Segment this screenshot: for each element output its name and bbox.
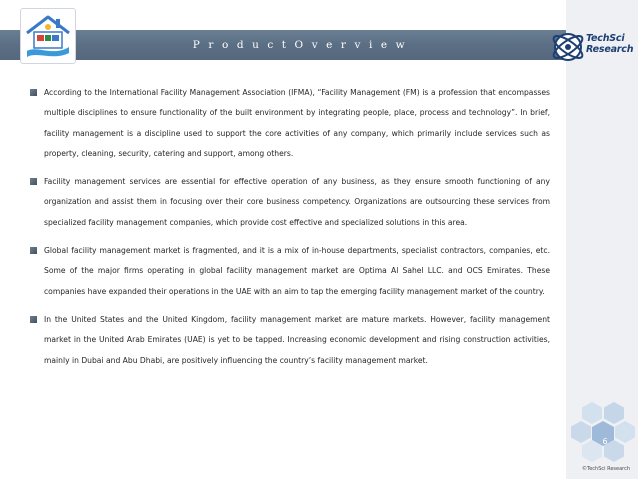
square-bullet-icon — [30, 89, 37, 96]
square-bullet-icon — [30, 178, 37, 185]
copyright-text: ©TechSci Research — [582, 466, 631, 472]
paragraph-us-uk-uae — [30, 310, 550, 371]
facility-house-logo-icon — [20, 8, 76, 64]
page-number: 6 — [602, 437, 608, 446]
paragraph-services — [30, 172, 550, 233]
paragraph-text: According to the International Facility Management Association (IFMA), “Facility Management (FM) is a profession that encompasses multiple disciplines to ensure functionality of the built environment by integrating people, place, process and technology”. In brief, facility management is a discipline used to support the core activities of any company, which primarily include services such as property, cleaning, security, catering and support, among others. — [44, 88, 550, 158]
paragraph-text: In the United States and the United Kingdom, facility management market are mature markets. However, facility management market in the United Arab Emirates (UAE) is yet to be tapped. Increasing economic development and rising construction activities, mainly in Dubai and Abu Dhabi, are positively influencing the country’s facility management market. — [44, 314, 550, 365]
square-bullet-icon — [30, 316, 37, 323]
brand-name-line2: Research — [586, 44, 634, 55]
brand-name-line1: TechSci — [586, 33, 625, 44]
top-line — [0, 0, 566, 6]
paragraph-text: Global facility management market is fragmented, and it is a mix of in-house departments, specialist contractors, companies, etc. Some of the major firms operating in global facility management market are Optima Al Sahel LLC. and OCS Emirates. These companies have expanded their operations in the UAE with an aim to tap the emerging facility management market of the country. — [44, 246, 550, 296]
page-title: P r o d u c t O v e r v i e w — [192, 39, 408, 51]
paragraph-global-market — [30, 241, 550, 302]
hexagon-cluster-decoration — [568, 400, 638, 462]
paragraph-ifma — [30, 83, 550, 164]
square-bullet-icon — [30, 247, 37, 254]
content-body — [30, 83, 550, 379]
paragraph-text: Facility management services are essential for effective operation of any business, as they ensure smooth functioning of any organization and assist them in focusing over their core business competency. Organizations are outsourcing these services from specialized facility management companies, which provide cost effective and specialized solutions in this area. — [44, 177, 550, 227]
